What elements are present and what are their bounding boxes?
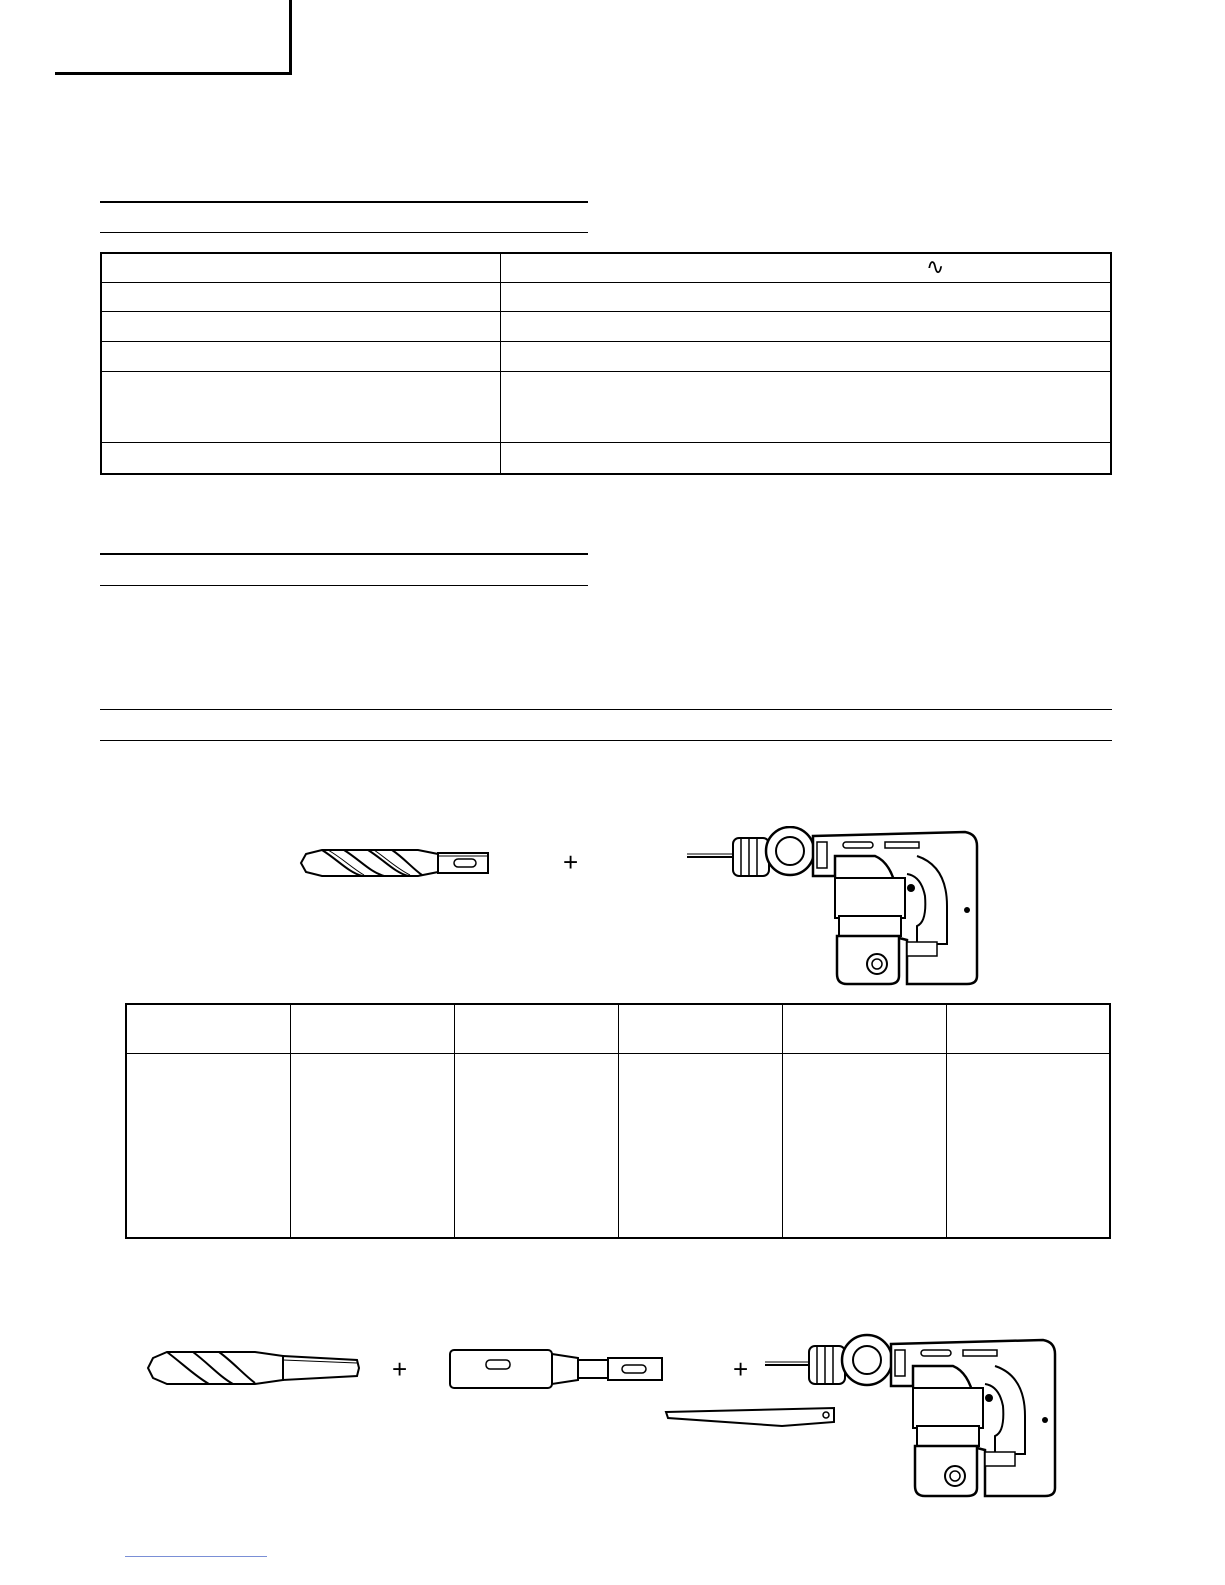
- taper-adapter-icon: [448, 1348, 666, 1390]
- page-corner-vertical: [289, 0, 292, 74]
- section-rule-bottom-3: [100, 740, 1112, 741]
- specifications-table: [100, 252, 1112, 475]
- ac-current-symbol: ∿: [926, 254, 945, 279]
- bit-table: [125, 1003, 1111, 1239]
- section-rule-bottom-2: [100, 585, 588, 586]
- rotary-hammer-icon-2: [763, 1332, 1061, 1500]
- taper-shank-bit-icon: [145, 1346, 363, 1390]
- footer-link-underline: [125, 1556, 267, 1557]
- page-corner-horizontal: [55, 72, 292, 75]
- rotary-hammer-icon: [685, 826, 985, 988]
- section-rule-top-1: [100, 201, 588, 203]
- plus-sign-2: +: [392, 1354, 408, 1384]
- plus-sign-1: +: [563, 847, 579, 877]
- drill-bit-icon: [298, 842, 492, 884]
- section-rule-bottom-1: [100, 232, 588, 233]
- section-rule-top-2: [100, 553, 588, 555]
- plus-sign-3: +: [733, 1354, 749, 1384]
- section-rule-top-3: [100, 709, 1112, 710]
